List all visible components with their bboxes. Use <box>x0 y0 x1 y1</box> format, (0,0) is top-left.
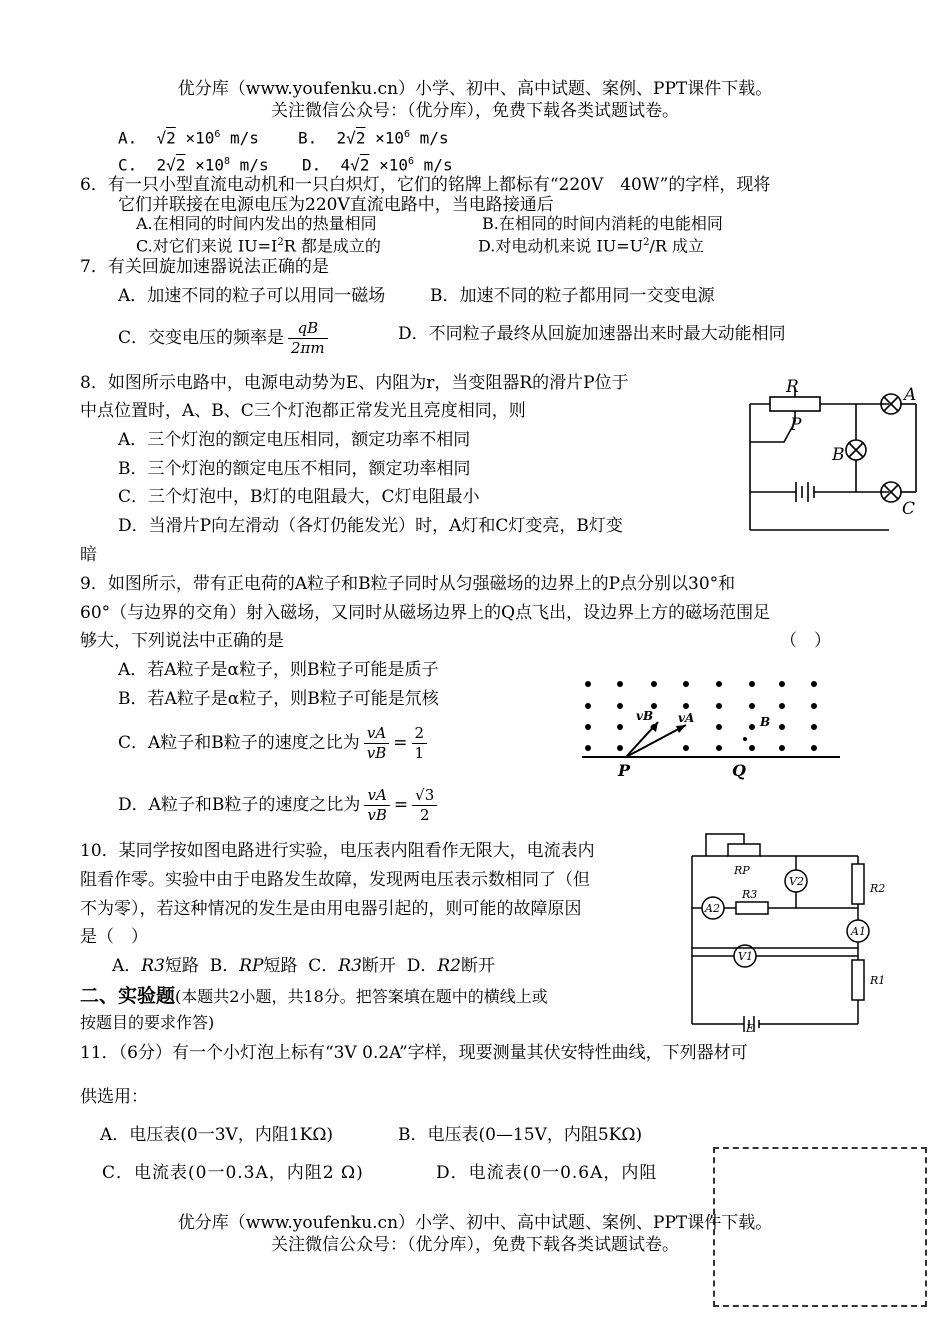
q11-option-c: C．电流表(0一0.3A，内阻2 Ω) <box>102 1163 364 1183</box>
label-q: Q <box>732 761 746 780</box>
label-p: P <box>790 415 802 435</box>
q8-option-b: B．三个灯泡的额定电压不相同，额定功率相同 <box>118 459 471 479</box>
label-p: P <box>618 761 631 780</box>
q10-option-d: D．R2断开 <box>406 956 495 976</box>
label-a: A <box>904 385 917 405</box>
footer-line-1: 优分库（www.youfenku.cn）小学、初中、高中试题、案例、PPT课件下载。 <box>177 1213 773 1233</box>
resistor-r2 <box>852 864 864 904</box>
q6-stem-2: 它们并联接在电源电压为220V直流电路中，当电路接通后 <box>118 195 554 215</box>
q7-option-d: D．不同粒子最终从回旋加速器出来时最大动能相同 <box>398 324 786 344</box>
q9-answer-paren: （ ） <box>780 631 831 651</box>
q7-option-c: C．交变电压的频率是 $\frac{qB}{2\pi m}$ <box>118 318 332 358</box>
q7-option-a: A．加速不同的粒子可以用同一磁场 <box>118 286 386 306</box>
q10-circuit-diagram <box>686 828 896 1033</box>
q9-stem-3: 够大，下列说法中正确的是 <box>80 631 284 651</box>
q10-option-a: A．R3短路 <box>112 956 199 976</box>
q9-magnetic-field-diagram <box>574 670 844 782</box>
q9-option-c: C．A粒子和B粒子的速度之比为 $\frac{vA}{vB}$ = $\frac{2}{1}$ <box>118 722 431 764</box>
label-r1: R1 <box>870 974 886 987</box>
label-vb: vB <box>636 709 654 723</box>
q8-stem-2: 中点位置时，A、B、C三个灯泡都正常发光且亮度相同，则 <box>80 401 526 421</box>
q9-option-a: A．若A粒子是α粒子，则B粒子可能是质子 <box>118 660 439 680</box>
q11-stem-2: 供选用： <box>80 1087 148 1107</box>
section-2-note: 按题目的要求作答) <box>80 1013 215 1032</box>
label-rp: RP <box>734 864 750 877</box>
rheostat-rp <box>728 844 760 856</box>
q11-option-b: B．电压表(0—15V，内阻5KΩ) <box>398 1125 643 1145</box>
header-line-2: 关注微信公众号：（优分库），免费下载各类试题试卷。 <box>271 101 679 121</box>
q6-stem-1: 6．有一只小型直流电动机和一只白炽灯，它们的铭牌上都标有“220V 40W”的字样，现将 <box>80 175 771 195</box>
q10-option-b: B．RP短路 <box>209 956 298 976</box>
q10-options <box>112 955 495 977</box>
q5-option-c: C. $2√2 \times 10^8$ m/s <box>118 155 269 175</box>
q8-option-a: A．三个灯泡的额定电压相同，额定功率不相同 <box>118 430 471 450</box>
q10-stem-4: 是（ ） <box>80 927 148 947</box>
q7-frequency-fraction: $\frac{qB}{2\pi m}$ <box>288 319 328 358</box>
q7-option-b: B．加速不同的粒子都用同一交变电源 <box>430 286 715 306</box>
field-dots <box>585 681 817 751</box>
label-r3: R3 <box>742 888 758 901</box>
resistor-r1 <box>852 960 864 1000</box>
q11-option-a: A．电压表(0一3V，内阻1KΩ) <box>100 1125 334 1145</box>
footer-line-2: 关注微信公众号：（优分库），免费下载各类试题试卷。 <box>271 1235 679 1255</box>
q8-option-d: D．当滑片P向左滑动（各灯仍能发光）时，A灯和C灯变亮，B灯变 <box>118 516 623 536</box>
q10-stem-2: 阻看作零。实验中由于电路发生故障，发现两电压表示数相同了（但 <box>80 870 590 890</box>
label-r: R <box>786 378 799 397</box>
q10-stem-1: 10．某同学按如图电路进行实验，电压表内阻看作无限大，电流表内 <box>80 841 595 861</box>
q7-stem: 7．有关回旋加速器说法正确的是 <box>80 257 329 277</box>
rheostat-r <box>770 397 820 411</box>
q9-option-d: D．A粒子和B粒子的速度之比为 $\frac{vA}{vB}$ = $\frac{√3}{2}$ <box>118 784 441 826</box>
q8-option-c: C．三个灯泡中，B灯的电阻最大，C灯电阻最小 <box>118 487 480 507</box>
label-b: B <box>760 715 771 729</box>
label-r2: R2 <box>870 882 886 895</box>
label-e: E <box>746 1022 755 1033</box>
q10-option-c: C．R3断开 <box>308 956 396 976</box>
q11-stem-1: 11．（6分）有一个小灯泡上标有“3V 0.2A”字样，现要测量其伏安特性曲线，下列器材可 <box>80 1043 748 1063</box>
label-v2: V2 <box>789 875 804 888</box>
q5-option-d: D. $4√2 \times 10^6$ m/s <box>302 155 453 175</box>
q9-stem-1: 9．如图所示，带有正电荷的A粒子和B粒子同时从匀强磁场的边界上的P点分别以30°和 <box>80 574 736 594</box>
q6-option-c: C.对它们来说 $IU=I^2R$ 都是成立的 <box>136 236 381 256</box>
q6-option-d: D.对电动机来说 $IU=U^2/R$ 成立 <box>478 236 705 256</box>
header-line-1: 优分库（www.youfenku.cn）小学、初中、高中试题、案例、PPT课件下载。 <box>177 79 773 99</box>
label-c: C <box>902 499 916 519</box>
q11-option-d: D．电流表(0一0.6A，内阻 <box>436 1163 658 1183</box>
q6-option-a: A.在相同的时间内发出的热量相同 <box>136 214 377 233</box>
label-va: vA <box>678 711 695 725</box>
q8-stem-1: 8．如图所示电路中，电源电动势为E、内阻为r，当变阻器R的滑片P位于 <box>80 373 629 393</box>
label-v1: V1 <box>738 950 753 963</box>
label-a2: A2 <box>705 902 720 915</box>
q6-option-b: B.在相同的时间内消耗的电能相同 <box>482 214 723 233</box>
q8-circuit-diagram <box>744 378 924 538</box>
q5-option-b: B. $2√2 \times 10^6$ m/s <box>298 128 449 148</box>
label-b: B <box>832 445 845 465</box>
q10-stem-3: 不为零），若这种情况的发生是由用电器引起的，则可能的故障原因 <box>80 899 582 919</box>
q9-stem-2: 60°（与边界的交角）射入磁场，又同时从磁场边界上的Q点飞出，设边界上方的磁场范围足 <box>80 603 771 623</box>
label-a1: A1 <box>851 925 866 938</box>
q9-option-b: B．若A粒子是α粒子，则B粒子可能是氘核 <box>118 689 439 709</box>
q8-option-d-cont: 暗 <box>80 545 97 565</box>
section-2-heading: 二、实验题(本题共2小题，共18分。把答案填在题中的横线上或 <box>80 985 548 1007</box>
q5-option-a: A. $√2 \times 10^6$ m/s <box>118 128 259 148</box>
resistor-r3 <box>736 902 768 914</box>
